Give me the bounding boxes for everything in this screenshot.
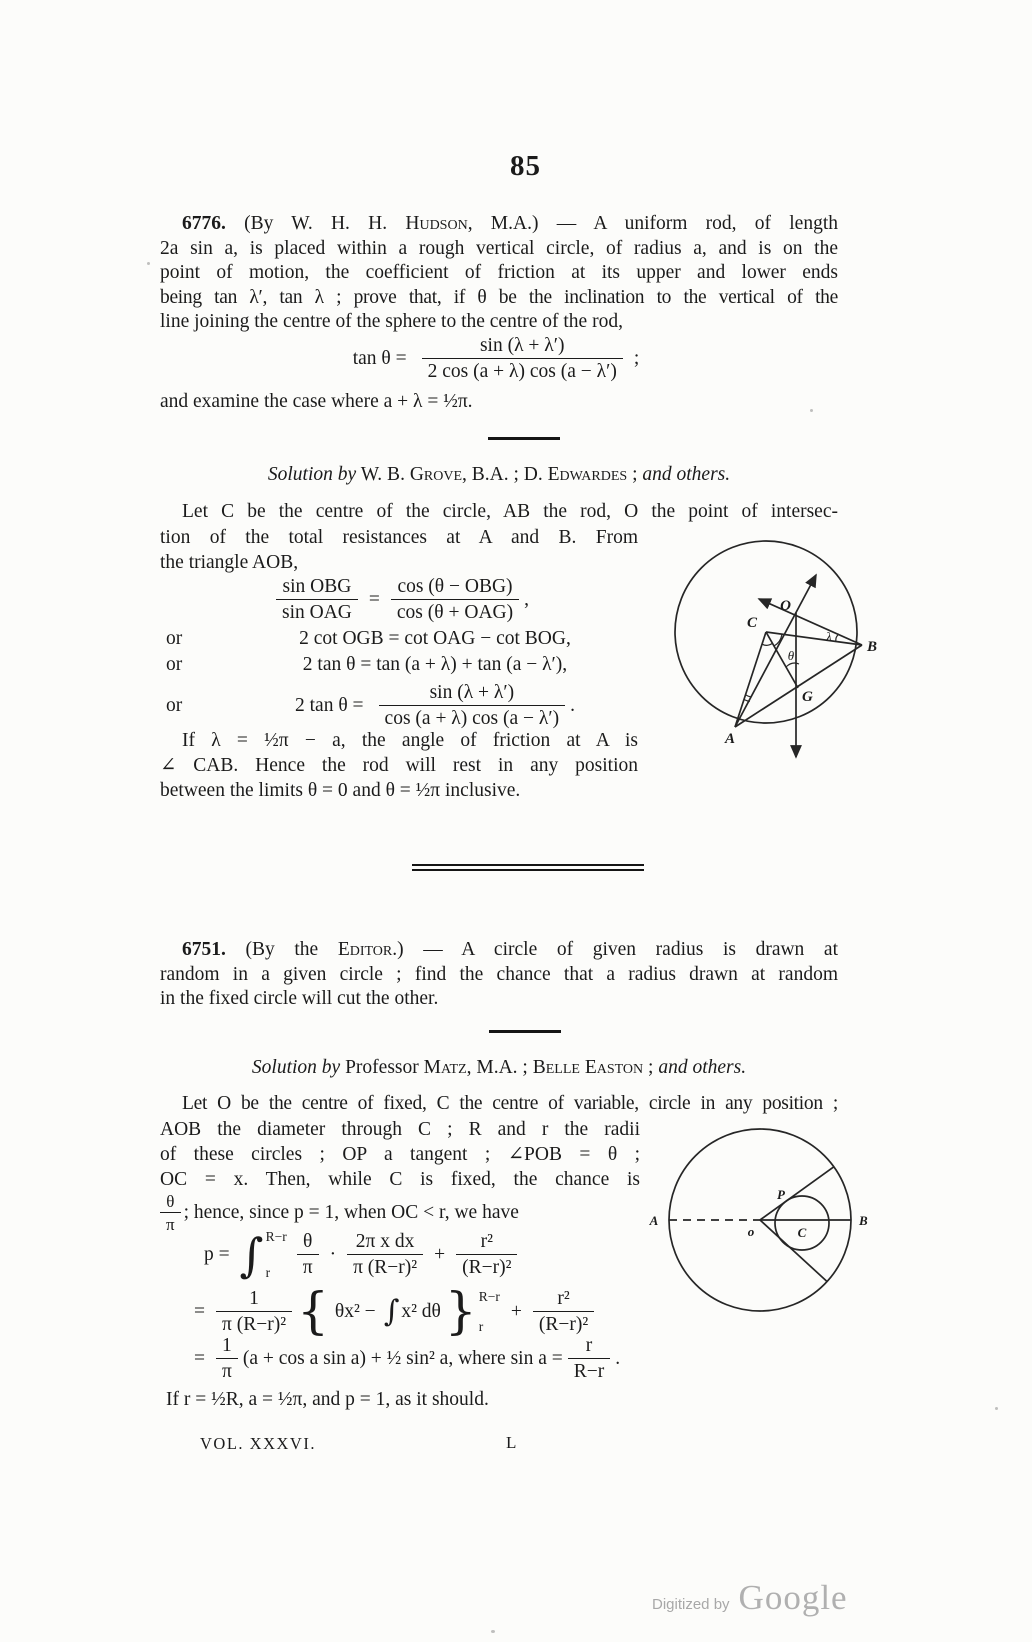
or-label: or xyxy=(166,695,183,716)
solution-6751-line4: OC = x. Then, while C is fixed, the chance is xyxy=(160,1169,640,1190)
theta-over-pi xyxy=(297,1231,319,1279)
label-O: O xyxy=(780,598,791,614)
equation-tan-theta-punct: ; xyxy=(633,348,640,369)
integral-sign: ∫ xyxy=(239,1227,264,1282)
equals-sign: = xyxy=(194,1348,205,1369)
section-rule xyxy=(489,1030,561,1033)
equation-tan-theta-lhs: tan θ = xyxy=(352,348,407,369)
solver-name-grove: W. B. Grove xyxy=(356,464,463,485)
fraction-denominator: R−r xyxy=(568,1358,611,1383)
multiplication-dot: · xyxy=(329,1244,337,1265)
google-wordmark: Google xyxy=(738,1578,848,1617)
scan-speck xyxy=(995,1407,998,1410)
fraction-denominator: π (R−r)² xyxy=(347,1254,423,1279)
angle-arc-at-C-1 xyxy=(762,643,773,645)
brace-limits xyxy=(479,1289,500,1335)
angle-arc-at-A xyxy=(746,695,751,697)
r-over-R-minus-r-fraction xyxy=(568,1335,611,1383)
fraction-denominator: π xyxy=(160,1212,181,1234)
digitized-by-label: Digitized by xyxy=(652,1596,730,1613)
byline-sep2: ; xyxy=(643,1057,659,1078)
upper-limit: R−r xyxy=(265,1229,287,1244)
label-A: A xyxy=(724,731,736,747)
equation-body: (a + cos a sin a) + ½ sin² a, where sin a = xyxy=(242,1348,563,1369)
label-C: C xyxy=(797,1225,807,1240)
equals-sign: = xyxy=(194,1301,205,1322)
solution-6776-p1-line3: the triangle AOB, xyxy=(160,552,299,573)
fraction-denominator: π xyxy=(297,1254,319,1279)
solution-by-label: Solution by xyxy=(251,1057,341,1078)
solution-6751-line3: of these circles ; OP a tangent ; ∠POB = θ ; xyxy=(160,1144,640,1165)
equation-integral-p xyxy=(204,1226,522,1284)
problem-6776-line5: line joining the centre of the sphere to the centre of the rod, xyxy=(160,311,623,333)
label-B: B xyxy=(859,1213,868,1228)
fraction-denominator: π xyxy=(216,1358,238,1383)
equation-2tan-row xyxy=(166,654,640,676)
angle-arc-at-C-2 xyxy=(774,634,782,646)
equation-punct: . xyxy=(615,1348,621,1369)
equation-punct: , xyxy=(524,589,529,610)
equation-braces xyxy=(188,1282,599,1342)
angle-arc-theta xyxy=(786,663,799,667)
solution-6776-p2-line1: If λ = ½π − a, the angle of friction at A is xyxy=(182,730,638,751)
equation-lhs: 2 tan θ = xyxy=(295,695,364,716)
solution-6776-byline xyxy=(160,463,838,488)
fraction-denominator: cos (θ + OAG) xyxy=(391,599,519,624)
fraction-numerator: 1 xyxy=(249,1288,259,1310)
problem-6776-number: 6776. xyxy=(182,213,226,234)
fraction-numerator: r xyxy=(585,1335,593,1357)
one-over-pi-fraction xyxy=(216,1335,238,1383)
section-rule xyxy=(488,437,560,440)
brace-term-2: x² dθ xyxy=(401,1301,441,1322)
upper-tangent-OP xyxy=(760,1167,834,1220)
problem-6751-line2: random in a given circle ; find the chance that a radius drawn at random xyxy=(160,963,838,985)
fraction-numerator: θ xyxy=(302,1231,313,1253)
integral-limits xyxy=(266,1229,287,1281)
equation-punct: . xyxy=(570,695,575,716)
problem-6776-examine: and examine the case where a + λ = ½π. xyxy=(160,391,473,412)
rod-AB xyxy=(735,645,862,727)
lower-limit: r xyxy=(265,1265,271,1280)
equation-2tan-frac-row xyxy=(166,678,640,734)
fraction-denominator: 2 cos (a + λ) cos (a − λ′) xyxy=(422,358,623,383)
fraction-denominator: sin OAG xyxy=(276,599,358,624)
problem-6776-author: Hudson xyxy=(405,213,468,234)
equation-final-form xyxy=(188,1334,620,1384)
signature-mark: L xyxy=(506,1433,517,1452)
coefficient-fraction xyxy=(216,1288,292,1336)
byline-sep1: , B.A. ; xyxy=(462,464,524,485)
fraction-numerator: r² xyxy=(480,1231,493,1253)
label-lambda: λ xyxy=(826,629,832,644)
equation-fraction xyxy=(379,682,566,730)
professor-label: Professor xyxy=(340,1057,424,1078)
theta-over-pi-fraction xyxy=(160,1192,181,1234)
solution-6751-line2: AOB the diameter through C ; R and r the radii xyxy=(160,1119,640,1140)
solver-name-matz: Matz xyxy=(423,1057,467,1078)
byline-sep1: , M.A. ; xyxy=(466,1057,533,1078)
solution-6776-p1-line2: tion of the total resistances at A and B. From xyxy=(160,527,638,548)
solution-6776-p2-line2: ∠ CAB. Hence the rod will rest in any position xyxy=(160,755,638,776)
left-brace: { xyxy=(297,1282,329,1341)
equation-sine-ratio xyxy=(160,574,640,626)
equation-2tan-frac xyxy=(230,682,640,730)
problem-6751-byline-post: .) — A circle of given radius is drawn at xyxy=(392,939,839,960)
sine-ratio-lhs-fraction xyxy=(276,576,358,624)
fraction-numerator: r² xyxy=(557,1288,570,1310)
label-A: A xyxy=(649,1213,659,1228)
radius-CA xyxy=(735,632,766,727)
equation-cot: 2 cot OGB = cot OAG − cot BOG, xyxy=(299,628,571,649)
solver-name-edwardes: D. Edwardes xyxy=(523,464,628,485)
problem-6751-number: 6751. xyxy=(182,939,226,960)
solution-6776-p2-line3: between the limits θ = 0 and θ = ½π inclusive. xyxy=(160,780,521,801)
problem-6776-byline-pre: (By W. H. H. xyxy=(225,213,406,234)
equals-sign: = xyxy=(368,589,380,610)
lower-limit: r xyxy=(478,1319,484,1334)
upper-limit: R−r xyxy=(478,1289,500,1304)
fraction-numerator: sin (λ + λ′) xyxy=(479,335,565,357)
label-G: G xyxy=(802,689,813,705)
volume-footer: VOL. XXXVI. xyxy=(200,1434,316,1453)
fraction-numerator: sin OBG xyxy=(282,576,352,598)
fraction-numerator: sin (λ + λ′) xyxy=(429,682,515,704)
scan-speck xyxy=(491,1630,495,1633)
label-P: P xyxy=(777,1187,785,1202)
problem-6776-line2: 2a sin a, is placed within a rough vertical circle, of radius a, and is on the xyxy=(160,237,838,259)
scan-speck xyxy=(810,409,813,412)
or-label: or xyxy=(166,654,183,675)
label-theta: θ xyxy=(787,648,795,663)
brace-term-1: θx² − xyxy=(334,1301,376,1322)
equation-lhs-p: p = xyxy=(204,1244,230,1265)
figure-rod-in-circle xyxy=(645,494,907,772)
byline-sep2: ; xyxy=(627,464,643,485)
fraction-numerator: 2π x dx xyxy=(355,1231,415,1253)
figure-circle-in-circle xyxy=(638,1120,888,1330)
problem-6776-line1 xyxy=(160,212,838,237)
problem-6776-line3: point of motion, the coefficient of friction at its upper and lower ends xyxy=(160,262,838,284)
solution-6751-line1: Let O be the centre of fixed, C the centre of variable, circle in any position ; xyxy=(182,1093,838,1114)
fraction-denominator: cos (a + λ) cos (a − λ′) xyxy=(379,705,566,730)
right-brace: } xyxy=(444,1282,477,1341)
plus-sign: + xyxy=(434,1244,446,1265)
problem-6751-author: Editor xyxy=(337,939,393,960)
or-label: or xyxy=(166,628,183,649)
plus-sign: + xyxy=(510,1301,522,1322)
integral-sign-small: ∫ xyxy=(383,1294,400,1329)
equation-tan-theta xyxy=(160,332,838,386)
label-B: B xyxy=(867,639,878,655)
sine-ratio-rhs-fraction xyxy=(391,576,519,624)
r-squared-fraction xyxy=(456,1231,517,1279)
equation-tan-theta-fraction xyxy=(422,335,623,383)
fraction-denominator: (R−r)² xyxy=(533,1311,594,1336)
equation-cot-row xyxy=(166,628,640,650)
solution-6776-p1-line1: Let C be the centre of the circle, AB the rod, O the point of intersec- xyxy=(182,501,838,522)
digitized-watermark xyxy=(652,1578,848,1618)
equation-2tan: 2 tan θ = tan (a + λ) + tan (a − λ′), xyxy=(302,654,568,675)
fraction-numerator: 1 xyxy=(222,1335,232,1357)
fraction-numerator: cos (θ − OBG) xyxy=(397,576,513,598)
solver-name-easton: Belle Easton xyxy=(532,1057,644,1078)
problem-6751-line3: in the fixed circle will cut the other. xyxy=(160,988,439,1010)
page-number: 85 xyxy=(510,150,541,182)
and-others-label: and others. xyxy=(642,464,731,485)
fraction-denominator: π (R−r)² xyxy=(216,1311,292,1336)
label-O: o xyxy=(747,1224,755,1239)
solution-6751-line5-text: ; hence, since p = 1, when OC < r, we have xyxy=(183,1202,519,1223)
problem-6776-byline-post: , M.A.) — A uniform rod, of length xyxy=(467,213,838,234)
fraction-numerator: θ xyxy=(166,1191,175,1211)
problem-6751-byline-pre: (By the xyxy=(225,939,338,960)
r-squared-fraction xyxy=(533,1288,594,1336)
problem-6776-line4: being tan λ′, tan λ ; prove that, if θ be the inclination to the vertical of the xyxy=(160,286,838,308)
lower-tangent xyxy=(760,1220,827,1282)
label-C: C xyxy=(746,615,757,631)
problem-6751-line1 xyxy=(160,938,838,963)
double-rule-separator xyxy=(412,864,644,871)
density-fraction xyxy=(347,1231,423,1279)
solution-by-label: Solution by xyxy=(267,464,357,485)
scan-speck xyxy=(147,262,150,265)
and-others-label: and others. xyxy=(658,1057,747,1078)
solution-6751-byline xyxy=(160,1056,838,1081)
fraction-denominator: (R−r)² xyxy=(456,1254,517,1279)
solution-6751-final-line: If r = ½R, a = ½π, and p = 1, as it should. xyxy=(166,1389,489,1410)
